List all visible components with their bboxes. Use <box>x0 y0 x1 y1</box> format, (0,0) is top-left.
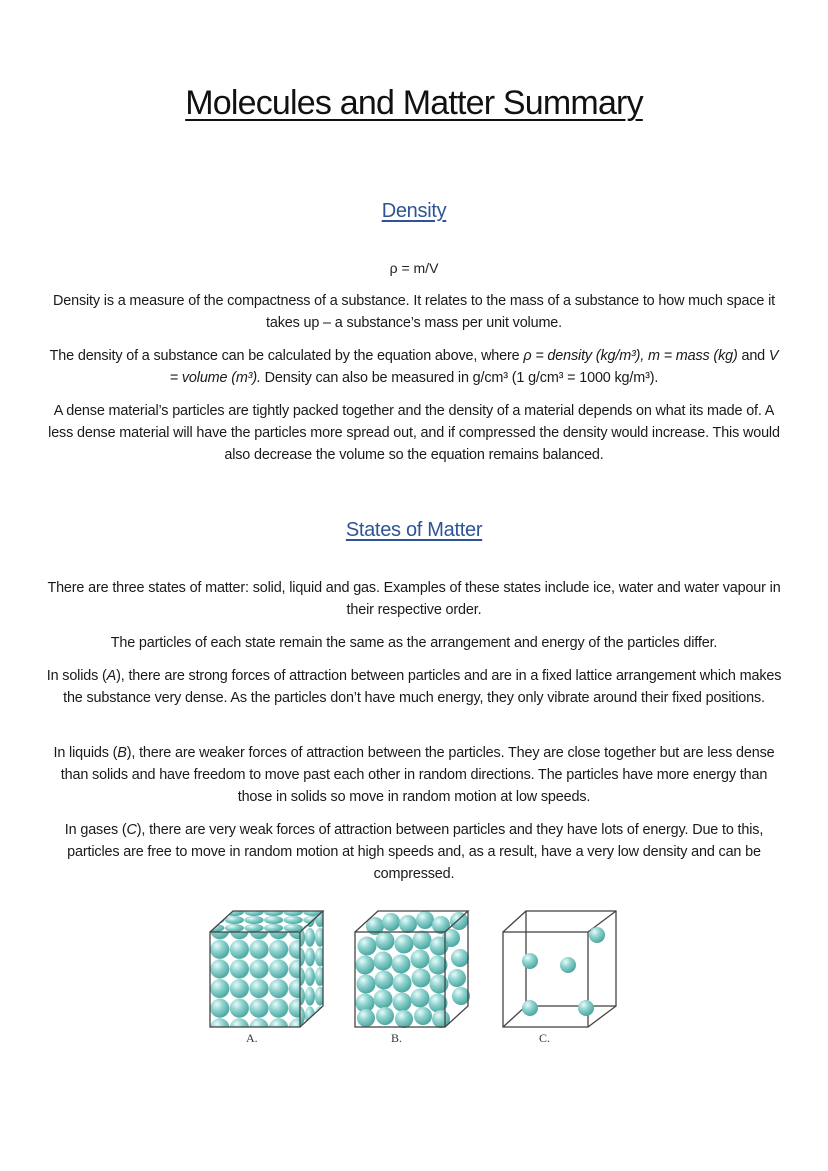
section-heading-density: Density <box>381 200 447 222</box>
cube-c-gas <box>503 911 616 1027</box>
states-paragraph-1: There are three states of matter: solid, liquid and gas. Examples of these states include ice, water and water vapour in their respective order. <box>47 580 781 618</box>
document-title: Molecules and Matter Summary <box>185 84 643 122</box>
rho-definition: ρ = density (kg/m³), m = mass (kg) <box>523 348 738 364</box>
states-paragraph-solids <box>44 665 784 709</box>
figure-label-b: B. <box>391 1031 403 1045</box>
figure-label-a: A. <box>246 1031 258 1045</box>
states-paragraph-gases <box>44 819 784 885</box>
text: The density of a substance can be calculated by the equation above, where <box>49 348 524 364</box>
volume-definition: V = volume (m³). <box>169 348 779 386</box>
figure-ref: B <box>117 745 127 761</box>
figure-label-c: C. <box>539 1031 551 1045</box>
text: ), there are weaker forces of attraction between the particles. They are close together but are less dense than solids and have freedom to move past each other in random directions. The particles have more energy than those in solids so move in random motion at low speeds. <box>60 745 775 805</box>
states-paragraph-liquids <box>44 742 784 808</box>
figure-ref: C <box>126 822 137 838</box>
text: In liquids ( <box>53 745 118 761</box>
text: ), there are strong forces of attraction between particles and are in a fixed lattice arrangement which makes the substance very dense. As the particles don’t have much energy, they only vibrate around their fixed positions. <box>63 668 782 706</box>
text: In gases ( <box>64 822 127 838</box>
text: In solids ( <box>46 668 107 684</box>
cube-a-solid <box>210 911 323 1027</box>
density-paragraph-2 <box>44 345 784 389</box>
particle-cubes-diagram <box>205 908 625 1033</box>
density-paragraph-3: A dense material’s particles are tightly packed together and the density of a material depends on what its made of. A less dense material will have the particles more spread out, and if compressed the density would increase. This would also decrease the volume so the equation remains balanced. <box>48 403 780 463</box>
states-of-matter-figure <box>205 908 625 1053</box>
section-heading-states-of-matter: States of Matter <box>345 519 483 541</box>
density-formula: ρ = m/V <box>389 260 439 276</box>
density-paragraph-1: Density is a measure of the compactness of a substance. It relates to the mass of a substance to how much space it takes up – a substance’s mass per unit volume. <box>53 293 775 331</box>
cube-b-liquid <box>355 911 470 1028</box>
text: ), there are very weak forces of attraction between particles and they have lots of energy. Due to this, particles are free to move in random motion at high speeds and, as a result, have a very low density and can be compressed. <box>67 822 764 882</box>
figure-ref: A <box>106 668 117 684</box>
text: Density can also be measured in g/cm³ (1 g/cm³ = 1000 kg/m³). <box>260 370 659 386</box>
states-paragraph-2: The particles of each state remain the same as the arrangement and energy of the particles differ. <box>110 635 718 651</box>
text: and <box>737 348 769 364</box>
